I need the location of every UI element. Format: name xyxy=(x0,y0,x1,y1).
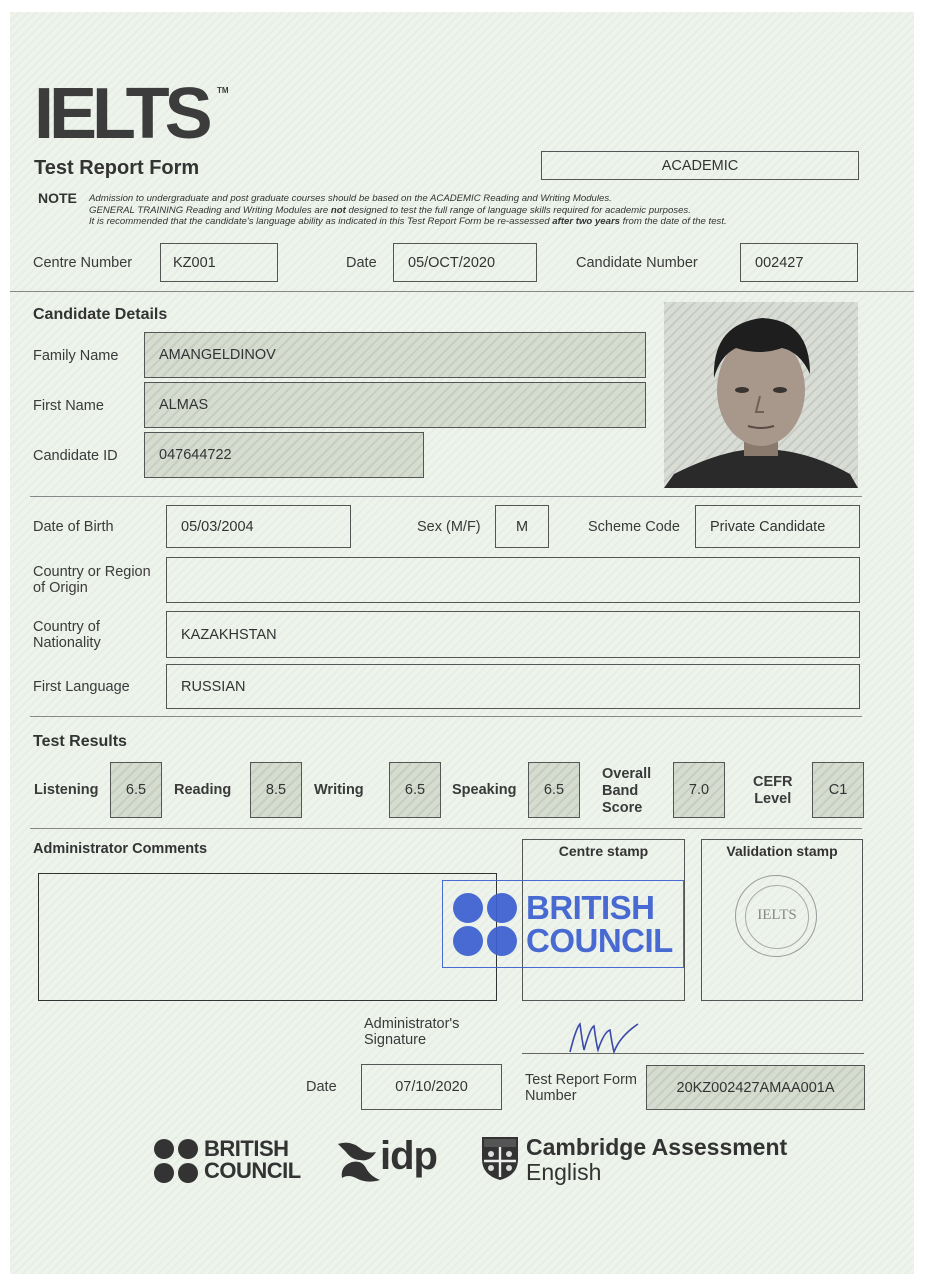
trademark-mark: TM xyxy=(217,86,229,95)
scheme-code-field xyxy=(695,505,860,548)
cefr-level-value: C1 xyxy=(812,762,864,818)
candidate-number-value: 002427 xyxy=(755,254,804,271)
candidate-photo xyxy=(664,302,858,488)
british-council-dots-icon xyxy=(451,891,521,959)
candidate-details-title: Candidate Details xyxy=(33,306,168,323)
divider-1 xyxy=(10,291,914,292)
writing-score: 6.5 xyxy=(389,762,441,818)
scheme-code-label: Scheme Code xyxy=(588,519,680,535)
cefr-level-label xyxy=(753,774,792,808)
centre-number-field xyxy=(160,243,278,282)
dob-value: 05/03/2004 xyxy=(181,518,254,535)
validation-stamp-label: Validation stamp xyxy=(726,843,838,859)
reading-score: 8.5 xyxy=(250,762,302,818)
family-name-value: AMANGELDINOV xyxy=(159,347,276,363)
idp-logo-text: idp xyxy=(380,1134,437,1178)
idp-logo xyxy=(336,1132,448,1186)
test-date-value: 05/OCT/2020 xyxy=(408,254,496,271)
divider-2 xyxy=(30,496,862,497)
candidate-id-value: 047644722 xyxy=(159,447,232,463)
candidate-id-label: Candidate ID xyxy=(33,448,118,464)
person-silhouette-icon xyxy=(664,302,858,488)
first-language-value: RUSSIAN xyxy=(181,678,246,695)
dob-field xyxy=(166,505,351,548)
nationality-field xyxy=(166,611,860,658)
signature-scribble xyxy=(562,1016,642,1058)
note-line-2b: not xyxy=(330,204,346,216)
overall-label-line-2: Band xyxy=(602,783,639,799)
test-date-field xyxy=(393,243,537,282)
origin-label xyxy=(33,564,151,596)
nationality-label xyxy=(33,619,101,651)
test-results-title: Test Results xyxy=(33,733,127,750)
trf-label-line-1: Test Report Form xyxy=(525,1072,637,1088)
cefr-label-line-1: CEFR xyxy=(753,774,793,790)
sex-field xyxy=(495,505,549,548)
stamp-text-line-2: COUNCIL xyxy=(526,922,673,959)
first-name-field xyxy=(144,382,646,428)
ielts-logo-text: IELTS xyxy=(34,74,208,154)
overall-label-line-3: Score xyxy=(602,800,643,816)
scheme-code-value: Private Candidate xyxy=(710,518,826,535)
note-line-3 xyxy=(89,216,727,228)
british-council-logo-icon xyxy=(153,1138,199,1184)
cambridge-shield-icon xyxy=(480,1135,520,1181)
signature-line xyxy=(522,1053,864,1054)
note-line-2a: GENERAL TRAINING Reading and Writing Modules are xyxy=(89,204,331,216)
speaking-score: 6.5 xyxy=(528,762,580,818)
sex-value: M xyxy=(515,518,529,535)
first-name-value: ALMAS xyxy=(159,397,209,413)
idp-logo-icon xyxy=(336,1138,380,1184)
note-text xyxy=(89,193,727,228)
listening-score: 6.5 xyxy=(110,762,162,818)
nationality-value: KAZAKHSTAN xyxy=(181,626,277,643)
trf-number-value: 20KZ002427AMAA001A xyxy=(676,1079,835,1096)
cefr-label-line-2: Level xyxy=(754,791,792,807)
dob-label: Date of Birth xyxy=(33,519,114,535)
overall-label-line-1: Overall xyxy=(602,766,652,782)
note-line-2 xyxy=(89,205,727,217)
trf-number-field xyxy=(646,1065,865,1110)
british-council-logo-text xyxy=(204,1138,301,1182)
british-council-logo xyxy=(153,1138,308,1186)
divider-3 xyxy=(30,716,862,717)
trf-number-label xyxy=(525,1072,637,1104)
note-line-3b: after two years xyxy=(552,216,621,227)
overall-band-label xyxy=(602,766,651,817)
admin-signature-label-line-1: Administrator's xyxy=(364,1016,460,1032)
note-line-1: Admission to undergraduate and post graduate courses should be based on the ACADEMIC Reading and Writing Modules. xyxy=(89,193,612,204)
bc-logo-line-1: BRITISH xyxy=(204,1136,289,1161)
module-field xyxy=(541,151,859,180)
trf-label-line-2: Number xyxy=(525,1088,577,1104)
centre-stamp-label: Centre stamp xyxy=(558,843,649,859)
admin-signature-label-line-2: Signature xyxy=(364,1032,427,1048)
note-line-3a: It is recommended that the candidate's language ability as indicated in this Test Report Form be re-assessed xyxy=(89,216,553,227)
nationality-label-line-2: Nationality xyxy=(33,635,101,651)
issue-date-value: 07/10/2020 xyxy=(395,1079,468,1095)
candidate-number-field xyxy=(740,243,858,282)
test-date-label: Date xyxy=(346,255,377,271)
first-name-label: First Name xyxy=(33,398,104,414)
stamp-text xyxy=(526,891,673,957)
issue-date-label: Date xyxy=(306,1079,337,1095)
stamp-text-line-1: BRITISH xyxy=(526,889,655,926)
cambridge-logo xyxy=(480,1134,788,1187)
ielts-logo xyxy=(34,74,229,154)
divider-4 xyxy=(30,828,862,829)
candidate-number-label: Candidate Number xyxy=(576,255,698,271)
listening-label: Listening xyxy=(34,782,99,798)
centre-number-label: Centre Number xyxy=(33,255,133,271)
first-language-label: First Language xyxy=(33,679,130,695)
candidate-id-field xyxy=(144,432,424,478)
cambridge-logo-text xyxy=(526,1135,787,1185)
cambridge-logo-line-1: Cambridge Assessment xyxy=(526,1134,788,1160)
module-value: ACADEMIC xyxy=(661,157,739,174)
family-name-field xyxy=(144,332,646,378)
writing-label: Writing xyxy=(314,782,364,798)
validation-seal xyxy=(735,875,817,957)
british-council-stamp xyxy=(442,880,684,968)
family-name-label: Family Name xyxy=(33,348,119,364)
issue-date-field xyxy=(361,1064,502,1110)
note-line-2c: designed to test the full range of language skills required for academic purposes. xyxy=(345,204,691,216)
bc-logo-line-2: COUNCIL xyxy=(204,1158,301,1183)
note-line-3c: from the date of the test. xyxy=(620,216,727,227)
origin-field xyxy=(166,557,860,603)
nationality-label-line-1: Country of xyxy=(33,619,100,635)
admin-comments-box xyxy=(38,873,497,1001)
speaking-label: Speaking xyxy=(452,782,517,798)
form-title: Test Report Form xyxy=(34,157,200,179)
overall-band-score: 7.0 xyxy=(673,762,725,818)
reading-label: Reading xyxy=(174,782,232,798)
admin-signature-label xyxy=(364,1016,459,1048)
admin-comments-label: Administrator Comments xyxy=(33,841,208,857)
cambridge-logo-line-2: English xyxy=(526,1159,602,1185)
sex-label: Sex (M/F) xyxy=(417,519,481,535)
origin-label-line-1: Country or Region xyxy=(33,564,151,580)
origin-label-line-2: of Origin xyxy=(33,580,88,596)
validation-seal-text: IELTS xyxy=(757,907,797,923)
centre-number-value: KZ001 xyxy=(173,254,216,271)
note-label: NOTE xyxy=(38,190,77,206)
first-language-field xyxy=(166,664,860,709)
